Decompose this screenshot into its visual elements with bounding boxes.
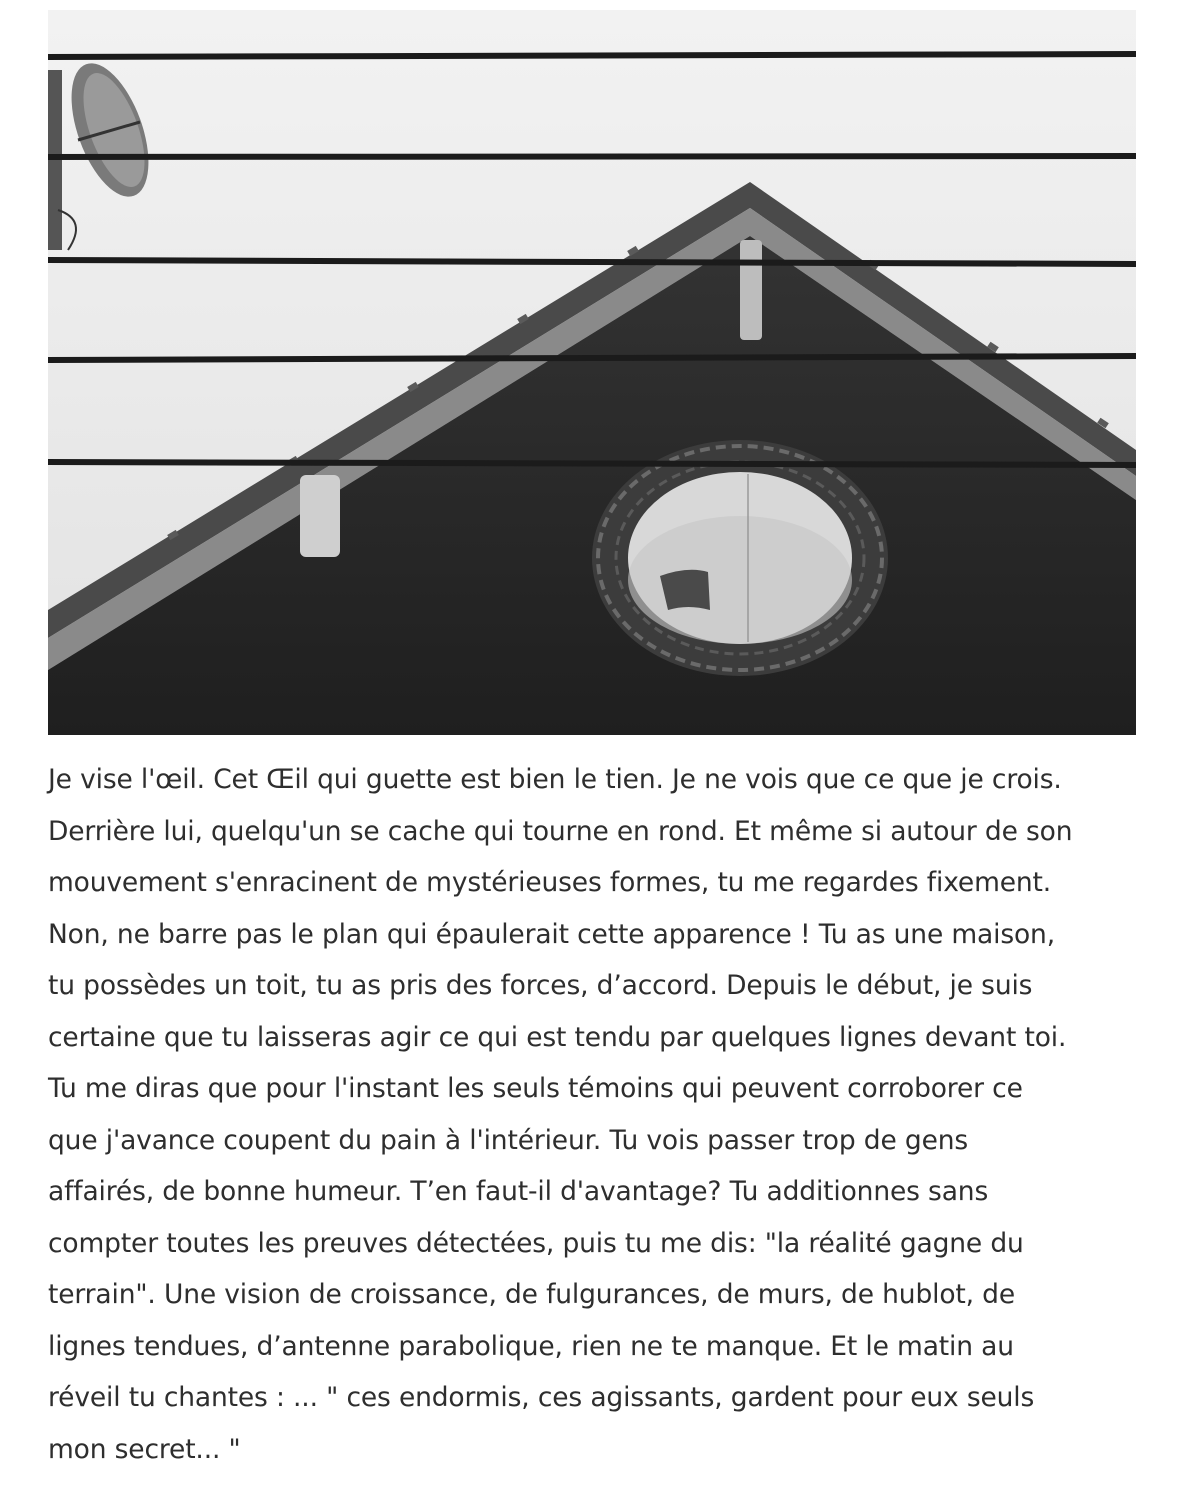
poem-line: certaine que tu laisseras agir ce qui est tendu par quelques lignes devant toi. — [48, 1021, 1067, 1053]
roof-bracket-left — [300, 475, 340, 557]
poem-line: tu possèdes un toit, tu as pris des forces, d’accord. Depuis le début, je suis — [48, 970, 1033, 1001]
poem-line: Non, ne barre pas le plan qui épaulerait cette apparence ! Tu as une maison, — [48, 918, 1055, 950]
poem-line: Je vise l'œil. Cet Œil qui guette est bien le tien. Je ne vois que ce que je crois. — [48, 764, 1062, 795]
poem-line: compter toutes les preuves détectées, puis tu me dis: "la réalité gagne du — [48, 1227, 1024, 1259]
poem-line: lignes tendues, d’antenne parabolique, rien ne te manque. Et le matin au — [48, 1330, 1014, 1362]
roof-bracket-top — [740, 240, 762, 340]
vent-pipe — [660, 570, 710, 610]
poem-line: mouvement s'enracinent de mystérieuses formes, tu me regardes fixement. — [48, 867, 1052, 898]
poem-line: mon secret... " — [48, 1433, 241, 1465]
poem-text — [48, 754, 1188, 1475]
poem-line: réveil tu chantes : ... " ces endormis, ces agissants, gardent pour eux seuls — [48, 1382, 1035, 1413]
poem-line: terrain". Une vision de croissance, de fulgurances, de murs, de hublot, de — [48, 1279, 1016, 1310]
poem-line: Derrière lui, quelqu'un se cache qui tourne en rond. Et même si autour de son — [48, 815, 1073, 847]
poem-line: Tu me diras que pour l'instant les seuls témoins qui peuvent corroborer ce — [48, 1073, 1023, 1104]
gable-house-photo — [48, 10, 1136, 735]
poem-line: affairés, de bonne humeur. T’en faut-il d'avantage? Tu additionnes sans — [48, 1176, 989, 1207]
poem-line: que j'avance coupent du pain à l'intérieur. Tu vois passer trop de gens — [48, 1124, 969, 1156]
